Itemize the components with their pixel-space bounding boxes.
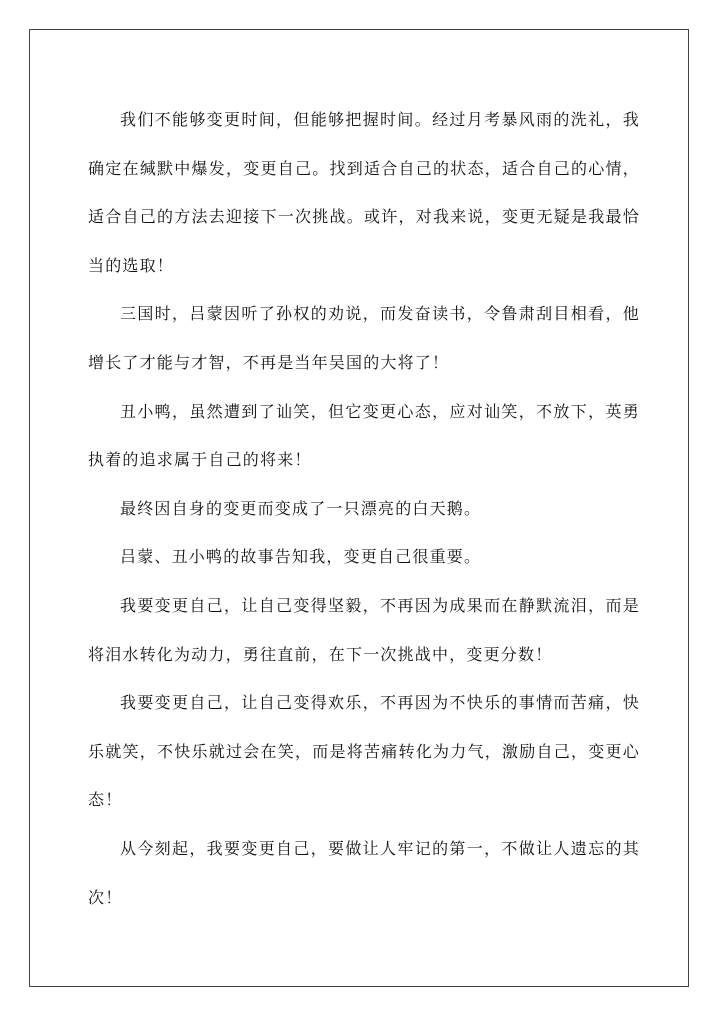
- paragraph: 我要变更自己，让自己变得坚毅，不再因为成果而在静默流泪，而是将泪水转化为动力，勇往直前，在下一次挑战中，变更分数！: [88, 595, 640, 664]
- document-body: [88, 96, 640, 922]
- paragraph: 我要变更自己，让自己变得欢乐，不再因为不快乐的事情而苦痛，快乐就笑，不快乐就过会在笑，而是将苦痛转化为力气，激励自己，变更心态！: [88, 693, 640, 810]
- paragraph: 吕蒙、丑小鸭的故事告知我，变更自己很重要。: [120, 547, 482, 567]
- paragraph: 丑小鸭，虽然遭到了讪笑，但它变更心态，应对讪笑，不放下，英勇执着的追求属于自己的将来！: [88, 401, 640, 470]
- paragraph: 最终因自身的变更而变成了一只漂亮的白天鹅。: [120, 498, 482, 518]
- paragraph: 我们不能够变更时间，但能够把握时间。经过月考暴风雨的洗礼，我确定在缄默中爆发，变更自己。找到适合自己的状态，适合自己的心情，适合自己的方法去迎接下一次挑战。或许，对我来说，变更无疑是我最恰当的选取！: [88, 110, 640, 275]
- paragraph: 三国时，吕蒙因听了孙权的劝说，而发奋读书，令鲁肃刮目相看，他增长了才能与才智，不再是当年吴国的大将了！: [88, 304, 640, 372]
- paragraph: 从今刻起，我要变更自己，要做让人牢记的第一，不做让人遗忘的其次！: [88, 838, 640, 907]
